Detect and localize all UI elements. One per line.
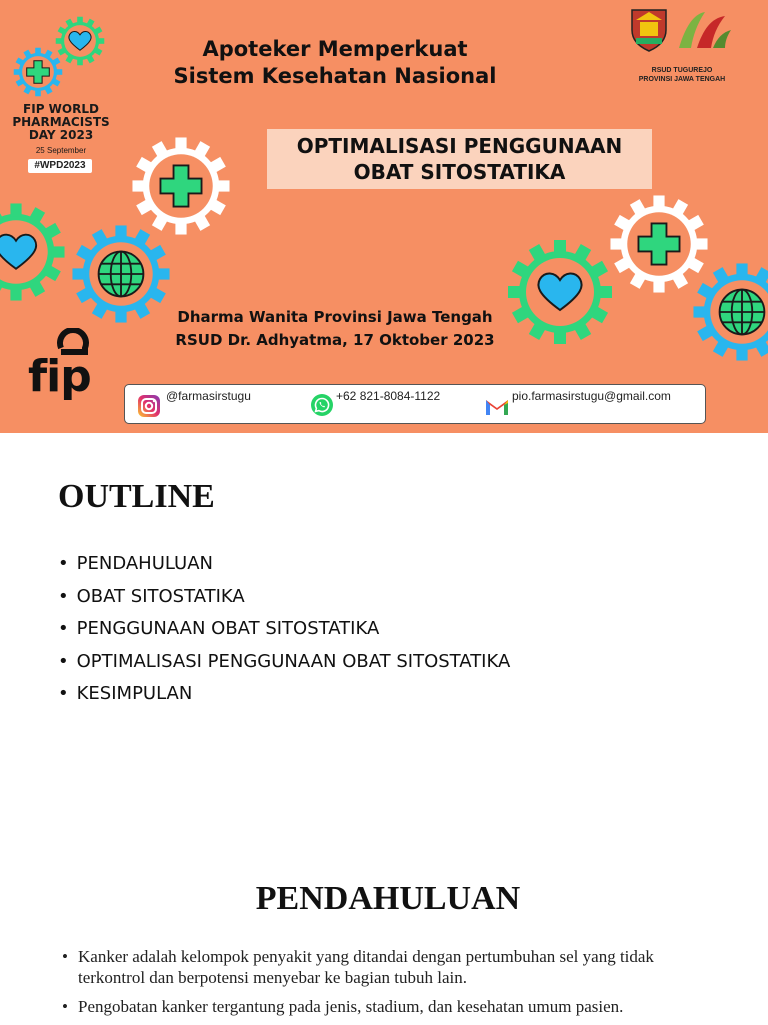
heart-gear-icon	[500, 232, 620, 352]
hospital-line2: PROVINSI JAWA TENGAH	[638, 76, 726, 83]
heart-gear-icon	[52, 13, 108, 69]
fip-date: 25 September	[35, 146, 87, 155]
outline-item: • OBAT SITOSTATIKA	[58, 581, 510, 614]
outline-item: • PENGGUNAAN OBAT SITOSTATIKA	[58, 613, 510, 646]
instagram-icon[interactable]	[137, 394, 161, 418]
header-banner	[0, 0, 768, 433]
heart-gear-icon	[0, 196, 72, 308]
event-info	[170, 306, 500, 352]
pendahuluan-bullet: • Kanker adalah kelompok penyakit yang ditandai dengan pertumbuhan sel yang tidak terkontrol dan berpotensi menyebar ke bagian tubuh lain.	[62, 946, 722, 988]
hospital-line1: RSUD TUGUREJO	[651, 67, 713, 74]
outline-item: • KESIMPULAN	[58, 678, 510, 711]
topic-line1: OPTIMALISASI PENGGUNAAN	[296, 134, 623, 158]
fip-logo: fip	[28, 351, 91, 402]
hospital-name	[626, 66, 738, 84]
banner-title-line2: Sistem Kesehatan Nasional	[173, 64, 497, 88]
whatsapp-icon[interactable]	[310, 393, 334, 417]
outline-item: • OPTIMALISASI PENGGUNAAN OBAT SITOSTATIKA	[58, 646, 510, 679]
pendahuluan-list	[62, 946, 722, 1025]
outline-title: OUTLINE	[58, 478, 215, 515]
topic-box	[267, 129, 652, 189]
banner-title	[150, 36, 520, 90]
pendahuluan-bullet: • Pengobatan kanker tergantung pada jenis, stadium, dan kesehatan umum pasien.	[62, 996, 722, 1017]
globe-gear-icon	[65, 218, 177, 330]
fip-day-label	[8, 103, 114, 142]
outline-list	[58, 548, 510, 711]
gmail-icon[interactable]	[485, 397, 509, 417]
event-line1: Dharma Wanita Provinsi Jawa Tengah	[177, 308, 493, 326]
globe-gear-icon	[686, 256, 768, 368]
hashtag-badge: #WPD2023	[28, 159, 92, 173]
instagram-handle[interactable]: @farmasirstugu	[166, 389, 251, 403]
contact-bar	[124, 384, 706, 424]
whatsapp-number[interactable]: +62 821-8084-1122	[336, 389, 441, 403]
banner-title-line1: Apoteker Memperkuat	[202, 37, 468, 61]
pendahuluan-title: PENDAHULUAN	[255, 880, 521, 917]
fip-day-line3: DAY 2023	[28, 128, 94, 142]
topic-line2: OBAT SITOSTATIKA	[353, 160, 566, 184]
event-line2: RSUD Dr. Adhyatma, 17 Oktober 2023	[175, 331, 495, 349]
outline-item: • PENDAHULUAN	[58, 548, 510, 581]
fip-day-line1: FIP WORLD	[23, 102, 99, 116]
hospital-logo-icon	[675, 8, 733, 52]
province-emblem-icon	[628, 6, 670, 52]
fip-logo-mark-icon	[56, 328, 90, 362]
fip-day-line2: PHARMACISTS	[12, 115, 110, 129]
email-address[interactable]: pio.farmasirstugu@gmail.com	[512, 389, 671, 403]
